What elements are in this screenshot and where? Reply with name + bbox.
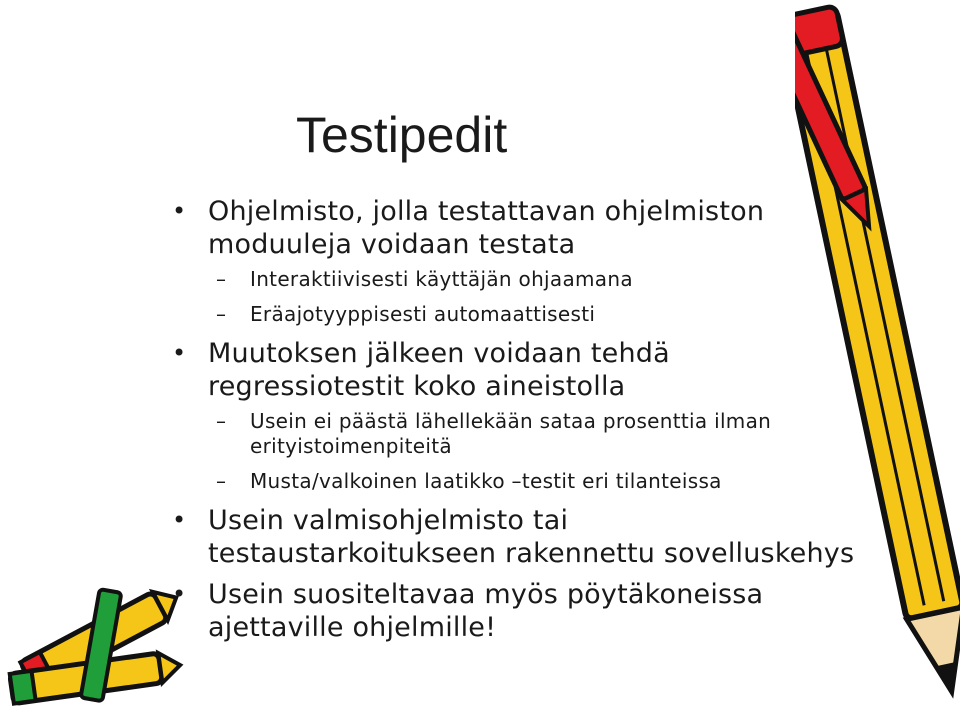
sub-bullet-text: Eräajotyyppisesti automaattisesti (250, 302, 596, 326)
bullet-text: Usein suositeltavaa myös pöytäkoneissa ajettaville ohjelmille! (208, 579, 764, 643)
sub-bullet-item (172, 469, 862, 494)
bullet-marker: • (172, 506, 187, 534)
sub-bullet-marker: – (216, 267, 227, 291)
crayons-icon (0, 570, 190, 716)
sub-bullet-text: Musta/valkoinen laatikko –testit eri tilanteissa (250, 469, 722, 493)
bullet-item (172, 337, 862, 403)
bullet-item (172, 504, 862, 570)
bullet-list (172, 195, 862, 650)
bullet-text: Usein valmisohjelmisto tai testaustarkoitukseen rakennettu sovelluskehys (208, 505, 855, 569)
sub-bullet-marker: – (216, 469, 227, 493)
sub-bullet-marker: – (216, 409, 227, 433)
bullet-text: Ohjelmisto, jolla testattavan ohjelmiston moduuleja voidaan testata (208, 196, 765, 260)
sub-bullet-marker: – (216, 302, 227, 326)
sub-bullet-text: Usein ei päästä lähellekään sataa prosenttia ilman erityistoimenpiteitä (250, 409, 772, 458)
sub-bullet-item (172, 302, 862, 327)
bullet-item (172, 195, 862, 261)
slide-title: Testipedit (296, 107, 508, 163)
bullet-item (172, 578, 862, 644)
sub-bullet-item (172, 409, 862, 459)
sub-bullet-text: Interaktiivisesti käyttäjän ohjaamana (250, 267, 633, 291)
bullet-text: Muutoksen jälkeen voidaan tehdä regressiotestit koko aineistolla (208, 338, 670, 402)
bullet-marker: • (172, 339, 187, 367)
bullet-marker: • (172, 197, 187, 225)
sub-bullet-item (172, 267, 862, 292)
bullet-marker: • (172, 580, 187, 608)
